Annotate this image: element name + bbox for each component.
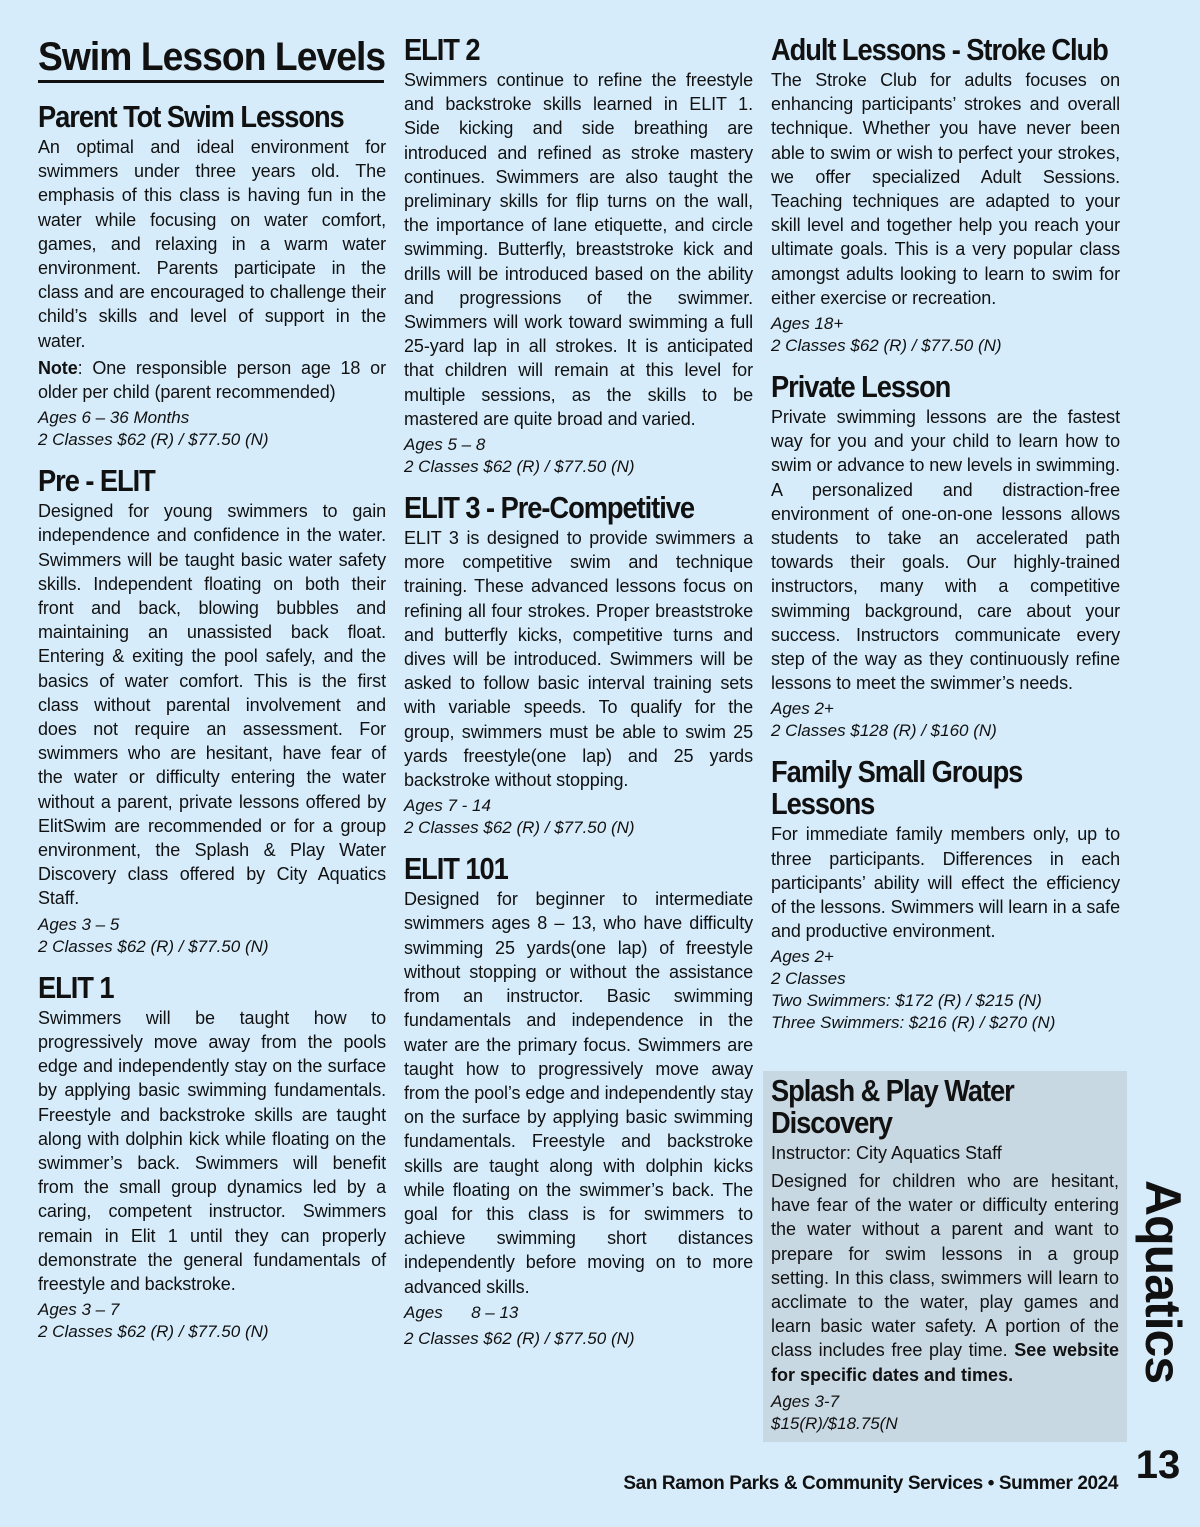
section-title: Private Lesson (771, 369, 951, 405)
section-private (771, 371, 1120, 742)
section-body: For immediate family members only, up to three participants. Differences in each participants’ ability will effect the efficiency of the lessons. Swimmers will learn in a safe and productive environment. (771, 824, 1120, 942)
page-number: 13 (1135, 1443, 1181, 1487)
section-ages: Ages 3 – 5 (38, 914, 120, 934)
section-body: Designed for beginner to intermediate swimmers ages 8 – 13, who have difficulty swimming 25 yards(one lap) of freestyle without stopping or without the assistance from an instructor. Basic swimming fundamentals and independence in the water are the primary focus. Swimmers are taught how to progressively move away from the pool’s edge and independently stay on the surface by applying basic swimming fundamentals. Freestyle and backstroke skills are taught along with dolphin kicks while floating on the swimmer’s back. The goal for this class is for swimmers to achieve swimming short distances independently before moving on to more advanced skills. (404, 889, 753, 1297)
section-body: ELIT 3 is designed to provide swimmers a more competitive swim and technique training. These advanced lessons focus on refining all four strokes. Proper breaststroke and butterfly kicks, competitive turns and dives will be introduced. Swimmers will be asked to follow basic interval training sets with variable speeds. To qualify for the group, swimmers must be able to swim 25 yards freestyle(one lap) and 25 yards backstroke without stopping. (404, 528, 753, 791)
section-ages: Ages 18+ (771, 314, 844, 334)
note-label: Note (38, 357, 78, 378)
note-text: : One responsible person age 18 or older per child (parent recommended) (38, 357, 386, 403)
section-body: Swimmers continue to refine the freestyle and backstroke skills learned in ELIT 1. Side kicking and side breathing are introduced and refined as stroke mastery continues. Swimmers are also taught the preliminary skills for flip turns on the wall, the importance of lane etiquette, and circle swimming. Butterfly, breaststroke kick and drills will be introduced based on the ability and progressions of the swimmer. Swimmers will work toward swimming a full 25-yard lap in all strokes. It is anticipated that children will remain at this level for multiple sessions, as the skills to be mastered are quite broad and varied. (404, 70, 753, 429)
section-title: Pre - ELIT (38, 463, 155, 499)
section-price: 2 Classes $62 (R) / $77.50 (N) (404, 457, 635, 477)
section-ages: Ages 5 – 8 (404, 435, 486, 455)
section-price: 2 Classes $62 (R) / $77.50 (N) (38, 936, 269, 956)
section-body: Private swimming lessons are the fastest way for you and your child to learn how to swim or advance to new levels in swimming. A personalized and distraction-free environment of one-on-one lessons allows students to take an accelerated path towards their goals. Our highly-trained instructors, many with a competitive swimming background, care about your success. Instructors communicate every step of the way as they continuously refine lessons to meet the swimmer’s needs. (771, 407, 1120, 694)
section-elit-1 (38, 969, 386, 1343)
section-title: Family Small Groups Lessons (771, 754, 1023, 822)
section-ages: Ages 6 – 36 Months (38, 408, 190, 428)
section-title: ELIT 3 - Pre-Competitive (404, 490, 694, 526)
section-ages: Ages 8 – 13 (404, 1302, 519, 1322)
section-family (771, 756, 1120, 1034)
section-elit-101 (404, 853, 753, 1349)
side-label-text: Aquatics (1135, 1180, 1191, 1384)
section-elit-3 (404, 492, 753, 839)
section-body-bold: See website for specific dates and times. (771, 1340, 1119, 1385)
column-middle (404, 34, 753, 1364)
section-parent-tot (38, 101, 386, 451)
section-body: Swimmers will be taught how to progressively move away from the pools edge and independently stay on the surface by applying basic swimming fundamentals. Freestyle and backstroke skills are taught along with dolphin kick while floating on the swimmer’s back. Swimmers will benefit from the small group dynamics led by a caring, competent instructor. Swimmers remain in Elit 1 until they can properly demonstrate the general fundamentals of freestyle and backstroke. (38, 1007, 386, 1294)
section-ages: Ages 7 - 14 (404, 796, 491, 816)
section-title: Parent Tot Swim Lessons (38, 99, 344, 134)
section-title: ELIT 101 (404, 851, 508, 887)
section-price: 2 Classes $62 (R) / $77.50 (N) (38, 1322, 269, 1342)
section-elit-2 (404, 34, 753, 478)
column-right (771, 34, 1120, 1048)
section-title: ELIT 1 (38, 969, 114, 1005)
section-title: Adult Lessons - Stroke Club (771, 32, 1108, 67)
section-ages: Ages 3-7 (771, 1391, 840, 1411)
section-price: 2 Classes $128 (R) / $160 (N) (771, 721, 997, 741)
section-note (38, 356, 386, 404)
section-body: Designed for young swimmers to gain independence and confidence in the water. Swimmers will be taught basic water safety skills. Independent floating on both their front and back, blowing bubbles and maintaining an unassisted back float. Entering & exiting the pool safely, and the basics of water comfort. This is the first class without parental involvement and does not require an assessment. For swimmers who are hesitant, have fear of the water or difficulty entering the water without a parent, private lessons offered by ElitSwim are recommended or for a group environment, the Splash & Play Water Discovery class offered by City Aquatics Staff. (38, 501, 386, 909)
section-adult (771, 34, 1120, 357)
section-price: 2 Classes $62 (R) / $77.50 (N) (404, 818, 635, 838)
section-ages: Ages 2+ (771, 699, 834, 719)
section-splash-play (763, 1071, 1127, 1442)
section-price-three: Three Swimmers: $216 (R) / $270 (N) (771, 1013, 1056, 1033)
page-title: Swim Lesson Levels (38, 34, 384, 83)
section-body: An optimal and ideal environment for swimmers under three years old. The emphasis of this class is having fun in the water while focusing on water comfort, games, and relaxing in a warm water environment. Parents participate in the class and are encouraged to challenge their child’s skills and level of support in the water. (38, 137, 386, 351)
section-ages: Ages 2+ (771, 947, 834, 967)
section-ages: Ages 3 – 7 (38, 1300, 120, 1320)
section-body-text: Designed for children who are hesitant, have fear of the water or difficulty entering the water without a parent and want to prepare for swim lessons in a group setting. In this class, swimmers will learn to acclimate to the water, play games and learn basic water safety. A portion of the class includes free play time. (771, 1171, 1119, 1361)
section-price-two: Two Swimmers: $172 (R) / $215 (N) (771, 991, 1042, 1011)
footer: San Ramon Parks & Community Services • Summer 2024 (623, 1473, 1118, 1494)
section-price: 2 Classes $62 (R) / $77.50 (N) (404, 1328, 635, 1348)
column-left (38, 34, 386, 1357)
section-price: 2 Classes $62 (R) / $77.50 (N) (771, 336, 1002, 356)
section-body (771, 1169, 1119, 1387)
section-classes: 2 Classes (771, 969, 846, 989)
section-title: ELIT 2 (404, 32, 480, 67)
side-label (1133, 1180, 1193, 1384)
section-price: $15(R)/$18.75(N (771, 1413, 898, 1433)
section-price: 2 Classes $62 (R) / $77.50 (N) (38, 430, 269, 450)
section-instructor: Instructor: City Aquatics Staff (771, 1143, 1002, 1163)
section-title: Splash & Play Water Discovery (771, 1073, 1014, 1140)
section-body: The Stroke Club for adults focuses on enhancing participants’ strokes and overall technique. Whether you have never been able to swim or wish to perfect your strokes, we offer specialized Adult Sessions. Teaching techniques are adapted to your skill level and together help you reach your ultimate goals. This is a very popular class amongst adults looking to learn to swim for either exercise or recreation. (771, 70, 1120, 308)
section-pre-elit (38, 465, 386, 957)
